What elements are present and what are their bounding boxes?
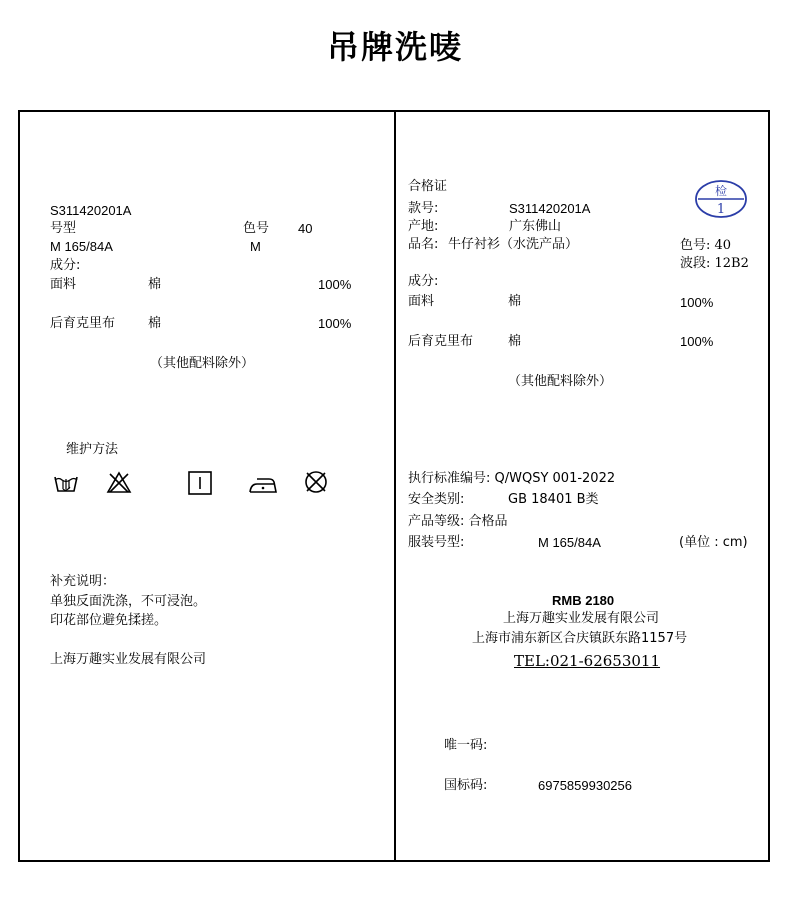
origin-value: 广东佛山 (509, 219, 562, 234)
garment-size-label: 服装号型: (408, 535, 465, 550)
fabric-percent: 100% (318, 277, 352, 292)
size-label: 号型 (50, 221, 77, 236)
company-name: 上海万趣实业发展有限公司 (50, 652, 207, 667)
style-number: S311420201A (509, 201, 591, 216)
band-number: 波段: 12B2 (680, 256, 749, 271)
composition-label: 成分: (50, 258, 81, 273)
back-yoke-percent: 100% (318, 316, 352, 331)
panel-divider (394, 110, 396, 862)
size-value: M 165/84A (50, 239, 113, 254)
fabric-label: 面料 (50, 277, 77, 292)
notes-title: 补充说明： (50, 574, 116, 589)
company-address: 上海市浦东新区合庆镇跃东路1157号 (472, 631, 688, 646)
stamp-bottom-text: 1 (716, 202, 726, 217)
telephone: TEL:021-62653011 (514, 652, 661, 670)
garment-size-value: M 165/84A (538, 535, 601, 550)
back-yoke-material: 棉 (508, 334, 522, 349)
standard-number: 执行标准编号: Q/WQSY 001-2022 (408, 471, 616, 486)
fabric-label: 面料 (408, 294, 435, 309)
barcode-label: 国标码: (444, 778, 488, 793)
low-iron-icon (248, 472, 278, 498)
size-unit: (单位 : cm) (679, 535, 748, 550)
color-label: 色号 (243, 221, 270, 236)
style-number: S311420201A (50, 203, 132, 218)
back-yoke-label: 后育克里布 (408, 334, 474, 349)
note-print-area: 印花部位避免揉搓。 (50, 613, 168, 628)
safety-category: GB 18401 B类 (508, 492, 599, 507)
excluding-note: （其他配料除外） (508, 374, 613, 389)
barcode-number: 6975859930256 (538, 778, 632, 793)
origin-label: 产地: (408, 219, 439, 234)
fabric-material: 棉 (148, 277, 162, 292)
page-title: 吊牌洗唛 (326, 28, 463, 66)
size-letter: M (250, 239, 261, 254)
back-yoke-label: 后育克里布 (50, 316, 116, 331)
certificate-label: 合格证 (408, 179, 448, 194)
hand-wash-icon (53, 469, 79, 495)
no-bleach-icon (106, 470, 132, 496)
fabric-percent: 100% (680, 295, 714, 310)
excluding-note: （其他配料除外） (150, 356, 255, 371)
care-title: 维护方法 (66, 442, 119, 457)
tumble-dry-icon (187, 470, 213, 496)
fabric-material: 棉 (508, 294, 522, 309)
unique-code-label: 唯一码: (444, 738, 488, 753)
company-name: 上海万趣实业发展有限公司 (503, 611, 660, 626)
stamp-top-text: 检 (714, 184, 728, 198)
color-number: 色号: 40 (680, 238, 732, 253)
back-yoke-percent: 100% (680, 334, 714, 349)
back-yoke-material: 棉 (148, 316, 162, 331)
style-label: 款号: (408, 201, 439, 216)
safety-label: 安全类别: (408, 492, 465, 507)
composition-label: 成分: (408, 274, 439, 289)
inspection-stamp (694, 179, 748, 219)
product-name: 牛仔衬衫（水洗产品） (448, 237, 579, 252)
product-label: 品名: (408, 237, 439, 252)
price: RMB 2180 (552, 593, 615, 608)
product-grade: 产品等级: 合格品 (408, 514, 508, 529)
note-wash-separately: 单独反面洗涤，不可浸泡。 (50, 594, 207, 609)
no-dry-clean-icon (303, 469, 329, 495)
color-value: 40 (298, 221, 313, 236)
